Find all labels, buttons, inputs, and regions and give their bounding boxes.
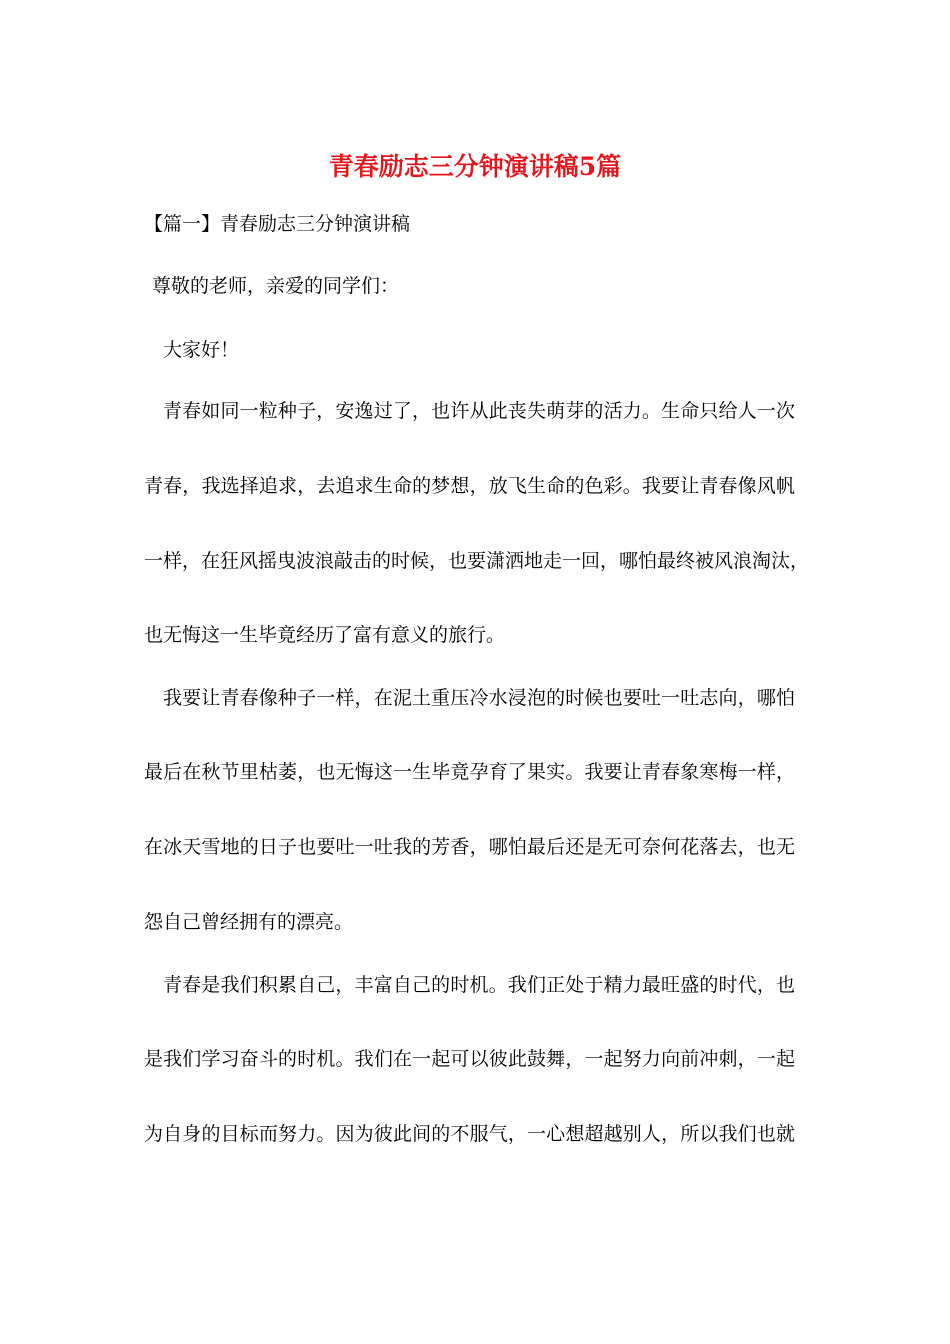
paragraph-3-line-2: 是我们学习奋斗的时机。我们在一起可以彼此鼓舞，一起努力向前冲刺，一起 [144, 1048, 795, 1070]
salutation: 尊敬的老师，亲爱的同学们： [152, 275, 400, 297]
section-heading: 【篇一】青春励志三分钟演讲稿 [144, 213, 411, 235]
paragraph-3-line-1: 青春是我们积累自己，丰富自己的时机。我们正处于精力最旺盛的时代，也 [163, 974, 795, 996]
paragraph-1-line-1: 青春如同一粒种子，安逸过了，也许从此丧失萌芽的活力。生命只给人一次 [163, 400, 795, 422]
paragraph-1-line-3: 一样，在狂风摇曳波浪敲击的时候，也要潇洒地走一回，哪怕最终被风浪淘汰， [144, 550, 810, 572]
paragraph-3-line-3: 为自身的目标而努力。因为彼此间的不服气，一心想超越别人，所以我们也就 [144, 1123, 795, 1145]
paragraph-2-line-2: 最后在秋节里枯萎，也无悔这一生毕竟孕育了果实。我要让青春象寒梅一样， [144, 761, 795, 783]
paragraph-2-line-1: 我要让青春像种子一样，在泥土重压冷水浸泡的时候也要吐一吐志向，哪怕 [163, 687, 795, 709]
paragraph-2-line-3: 在冰天雪地的日子也要吐一吐我的芳香，哪怕最后还是无可奈何花落去，也无 [144, 836, 795, 858]
greeting: 大家好！ [163, 339, 240, 361]
paragraph-1-line-2: 青春，我选择追求，去追求生命的梦想，放飞生命的色彩。我要让青春像风帆 [144, 475, 795, 497]
document-title: 青春励志三分钟演讲稿5篇 [328, 152, 622, 181]
paragraph-1-line-4: 也无悔这一生毕竟经历了富有意义的旅行。 [144, 624, 506, 646]
paragraph-2-line-4: 怨自己曾经拥有的漂亮。 [144, 911, 354, 933]
